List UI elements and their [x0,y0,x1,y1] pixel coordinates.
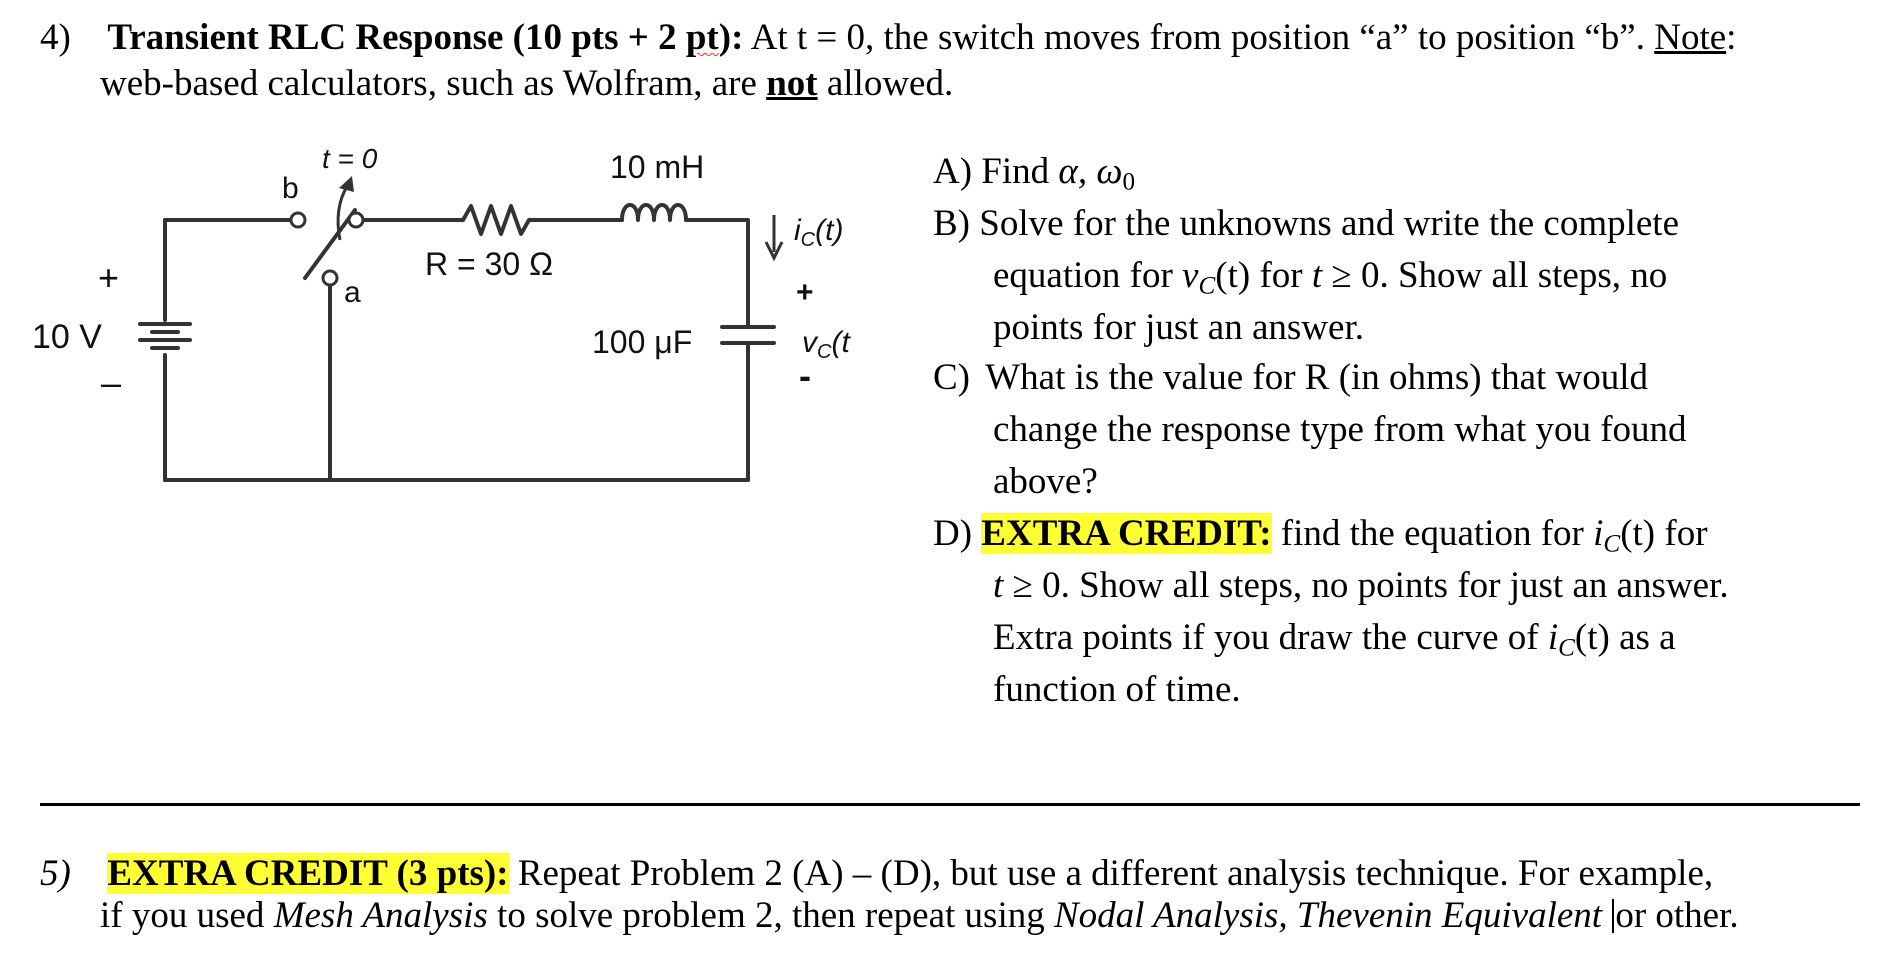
question-b-text-1: Solve for the unknowns and write the complete [979,203,1679,244]
ic-symbol: i [1593,513,1604,554]
switch-arrow-arc [338,185,348,240]
question-c-text-3: above? [993,461,1098,502]
cap-minus: - [799,355,811,396]
problem-4-heading-line1 [40,16,1736,59]
question-d-label: D) [933,513,973,554]
question-a-label: A) [933,151,973,192]
switch-time-label: t = 0 [322,143,378,174]
ic-subscript: C [1603,530,1621,558]
rlc-circuit-diagram [0,130,900,510]
question-d-text-3b: as a [1609,617,1676,658]
problem-5-text-2b: to solve problem 2, then repeat using [487,895,1054,936]
switch-contact-pivot [349,213,363,227]
question-c-line2 [993,408,1687,451]
question-b-line2 [993,254,1668,300]
note-label: Note [1654,17,1727,58]
t-symbol: t [1311,255,1323,296]
problem-4-title: Transient RLC Response (10 pts + 2 [107,17,677,58]
ic-label: $i_C(t)$ [794,214,844,251]
nodal-thevenin: Nodal Analysis, Thevenin Equivalent [1053,895,1603,936]
wire-l-to-right [686,220,748,325]
node-a-label: a [344,276,361,309]
problem-4-title-pt: pt [685,17,719,58]
resistor-label: R = 30 Ω [425,246,553,282]
problem-5-line2 [100,894,1739,937]
source-label: 10 V [32,318,102,356]
question-d-text-1b: for [1655,513,1708,554]
switch-blade [305,210,355,278]
question-d-line1 [933,512,1708,558]
problem-4-number: 4) [40,17,71,58]
resistor-symbol [463,206,529,234]
problem-5-text-2a: if you used [100,895,274,936]
extra-credit-highlight: EXTRA CREDIT: [981,513,1272,554]
question-a-math-sub: 0 [1122,168,1136,196]
ic-symbol-2: i [1547,617,1559,658]
vc-subscript: C [1198,272,1216,300]
problem-4-title-end: ): [718,17,744,58]
problem-5-extra-credit: EXTRA CREDIT (3 pts): [107,853,509,894]
problem-5-text-1: Repeat Problem 2 (A) – (D), but use a different analysis technique. For example, [508,853,1714,894]
question-d-line2 [993,564,1729,607]
question-d-text-2: ≥ 0. Show all steps, no points for just an answer. [1003,565,1729,606]
question-c-text-1: What is the value for R (in ohms) that would [985,357,1649,398]
question-d-line3 [993,616,1676,662]
question-c-line3 [993,460,1098,503]
problem-4-line2-end: allowed. [817,63,954,104]
capacitor-label: 100 μF [592,324,693,360]
ic-argument: (t) [1620,513,1656,554]
question-a-math: α, ω [1058,151,1123,192]
inductor-label: 10 mH [610,149,705,185]
vc-argument: (t) [1215,255,1251,296]
problem-4-line2-start: web-based calculators, such as Wolfram, are [100,63,767,104]
section-divider [40,803,1860,806]
question-b-line1 [933,202,1679,245]
question-a-text: Find [981,151,1059,192]
t-symbol-d: t [993,565,1004,606]
switch-contact-a [323,271,337,285]
switch-arrow-head [339,176,354,192]
problem-5-number: 5) [40,853,71,894]
question-d-text-1a: find the equation for [1271,513,1594,554]
problem-4-heading-line2 [100,62,953,105]
source-minus: – [101,362,122,403]
ic-argument-2: (t) [1574,617,1610,658]
cap-plus: + [796,276,814,309]
problem-5-text-2c: or other. [1615,895,1739,936]
question-c-line1 [933,356,1648,399]
question-b-line3 [993,306,1364,349]
mesh-analysis: Mesh Analysis [273,895,488,936]
question-a [933,150,1136,196]
not-emphasis: not [766,63,818,104]
node-b-label: b [282,172,299,205]
problem-5-line1 [40,852,1713,895]
question-b-text-3: points for just an answer. [993,307,1364,348]
switch-contact-b [291,213,305,227]
question-c-label: C) [933,357,970,398]
vc-symbol: v [1182,255,1199,296]
question-c-text-2: change the response type from what you found [993,409,1687,450]
question-b-text-2c: ≥ 0. Show all steps, no [1322,255,1668,296]
question-d-text-4: function of time. [993,669,1241,710]
source-plus: + [98,257,120,298]
vc-label: $v_C(t$ [802,326,850,363]
note-colon: : [1726,17,1737,58]
inductor-symbol [622,205,686,220]
question-b-text-2a: equation for [993,255,1183,296]
question-d-line4 [993,668,1241,711]
question-d-text-3a: Extra points if you draw the curve of [993,617,1548,658]
question-b-label: B) [933,203,970,244]
problem-4-intro: At t = 0, the switch moves from position “a” to position “b”. [743,17,1655,58]
ic-subscript-2: C [1558,634,1575,662]
question-b-text-2b: for [1250,255,1312,296]
